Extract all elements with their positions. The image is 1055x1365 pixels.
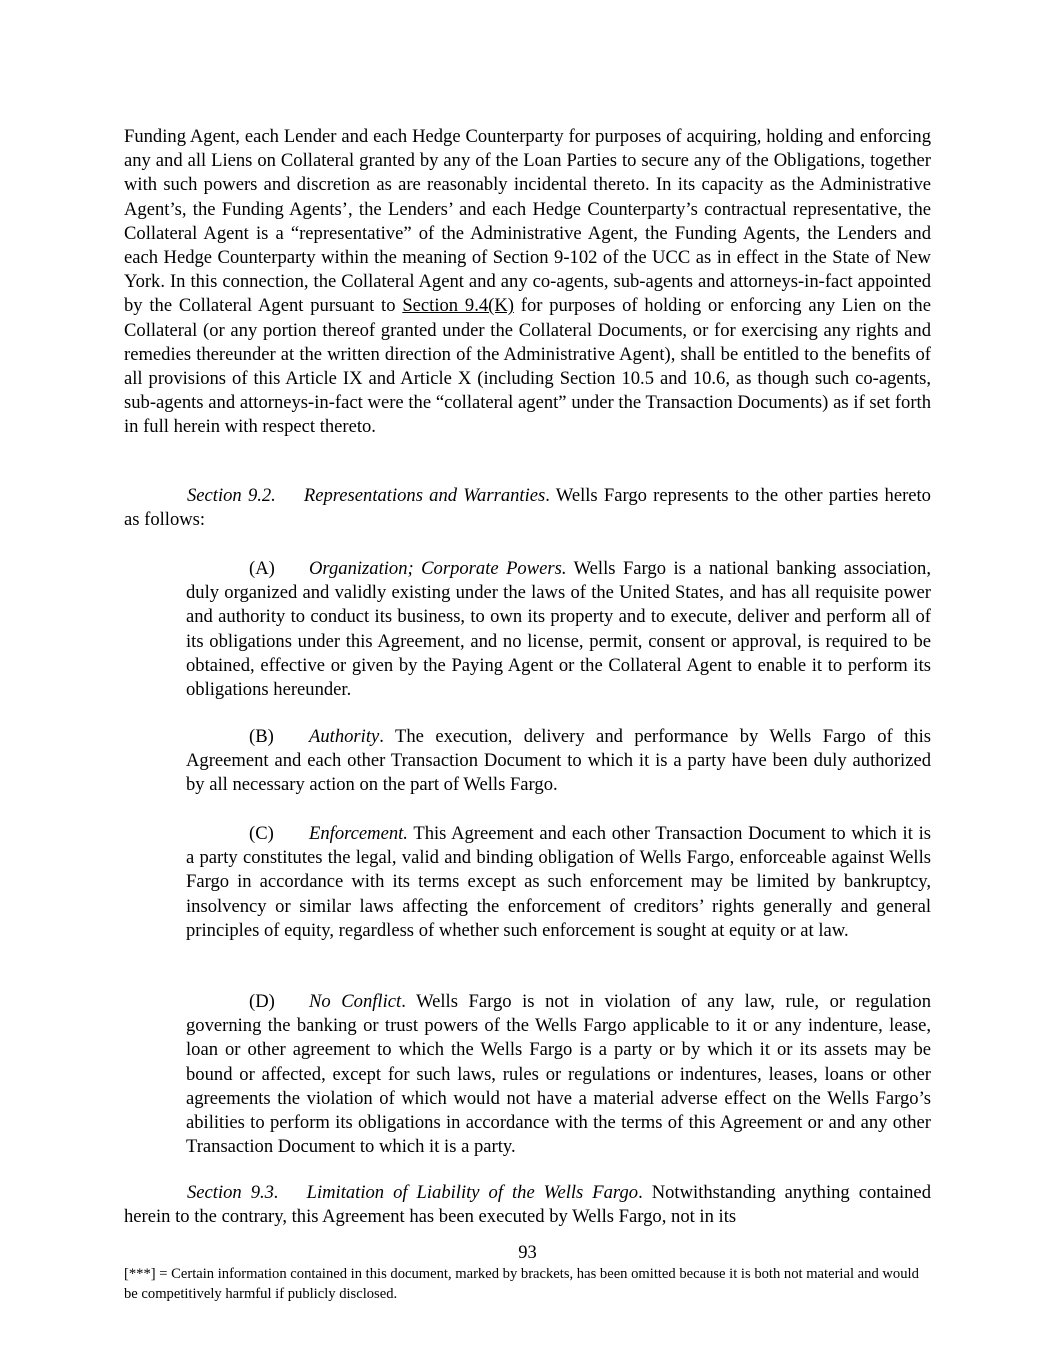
item-c-title: Enforcement. <box>309 823 408 844</box>
section-9-2-title: Representations and Warranties <box>303 485 546 506</box>
item-c-paragraph <box>186 822 931 943</box>
intro-paragraph <box>124 125 931 440</box>
intro-text-part2: for purposes of holding or enforcing any Lien on the Collateral (or any portion thereof granted under the Collateral Documents, or for exercising any rights and remedies thereunder at the written direction of the Administrative Agent), shall be entitled to the benefits of all provisions of this Article IX and Article X (including Section 10.5 and 10.6, as though such co-agents, sub-agents and attorneys-in-fact were the “collateral agent” under the Transaction Documents) as if set forth in full herein with respect thereto. <box>124 295 931 438</box>
item-d-label: (D) <box>249 991 275 1012</box>
item-c-label: (C) <box>249 823 274 844</box>
item-c-text: This Agreement and each other Transaction Document to which it is a party constitutes the legal, valid and binding obligation of Wells Fargo, enforceable against Wells Fargo in accordance with its terms except as such enforcement may be limited by bankruptcy, insolvency or similar laws affecting the enforcement of creditors’ rights generally and general principles of equity, regardless of whether such enforcement is sought at equity or at law. <box>186 823 931 941</box>
page-number: 93 <box>518 1242 537 1263</box>
section-9-3-title: Limitation of Liability of the Wells Fargo <box>306 1182 639 1203</box>
item-d-text: . Wells Fargo is not in violation of any law, rule, or regulation governing the banking or trust powers of the Wells Fargo applicable to it or any indenture, lease, loan or other agreement to which the Wells Fargo is a party or by which it or its assets may be bound or affected, except for such laws, rules or regulations or indentures, leases, loans or other agreements the violation of which would not have a material adverse effect on the Wells Fargo’s abilities to perform its obligations in accordance with the terms of this Agreement or and any other Transaction Document to which it is a party. <box>186 991 932 1158</box>
item-a-text: Wells Fargo is a national banking association, duly organized and validly existing under the laws of the United States, and has all requisite power and authority to conduct its business, to own its property and to execute, deliver and perform all of its obligations under this Agreement, and no license, permit, consent or approval, is required to be obtained, effective or given by the Paying Agent or the Collateral Agent to enable it to perform its obligations hereunder. <box>186 558 931 701</box>
footnote: [***] = Certain information contained in this document, marked by brackets, has been omitted because it is both not material and would be competitively harmful if publicly disclosed. <box>124 1266 919 1302</box>
item-b-text: . The execution, delivery and performance by Wells Fargo of this Agreement and each other Transaction Document to which it is a party have been duly authorized by all necessary action on the part of Wells Fargo. <box>186 726 931 796</box>
item-a-label: (A) <box>249 558 275 579</box>
item-b-label: (B) <box>249 726 274 747</box>
section-9-4k-reference: Section 9.4(K) <box>402 295 514 317</box>
intro-text-part1: Funding Agent, each Lender and each Hedge Counterparty for purposes of acquiring, holding and enforcing any and all Liens on Collateral granted by any of the Loan Parties to secure any of the Obligations, together with such powers and discretion as are reasonably incidental thereto. In its capacity as the Administrative Agent’s, the Funding Agents’, the Lenders’ and each Hedge Counterparty’s contractual representative, the Collateral Agent is a “representative” of the Administrative Agent, the Funding Agents, the Lenders and each Hedge Counterparty within the meaning of Section 9-102 of the UCC as in effect in the State of New York. In this connection, the Collateral Agent and any co-agents, sub-agents and attorneys-in-fact appointed by the Collateral Agent pursuant to <box>124 126 931 317</box>
section-9-2-paragraph <box>124 484 931 532</box>
item-b-title: Authority <box>309 726 380 747</box>
section-9-2-number: Section 9.2. <box>187 485 276 506</box>
section-9-2-text: . Wells Fargo represents to the other parties hereto as follows: <box>124 485 931 531</box>
item-a-paragraph <box>186 557 931 702</box>
section-9-3-number: Section 9.3. <box>187 1182 279 1203</box>
section-9-3-paragraph <box>124 1181 931 1229</box>
section-9-3-text: . Notwithstanding anything contained herein to the contrary, this Agreement has been executed by Wells Fargo, not in its <box>124 1182 931 1228</box>
item-d-title: No Conflict <box>309 991 402 1012</box>
item-a-title: Organization; Corporate Powers. <box>309 558 567 579</box>
item-b-paragraph <box>186 725 931 798</box>
item-d-paragraph <box>186 990 931 1159</box>
